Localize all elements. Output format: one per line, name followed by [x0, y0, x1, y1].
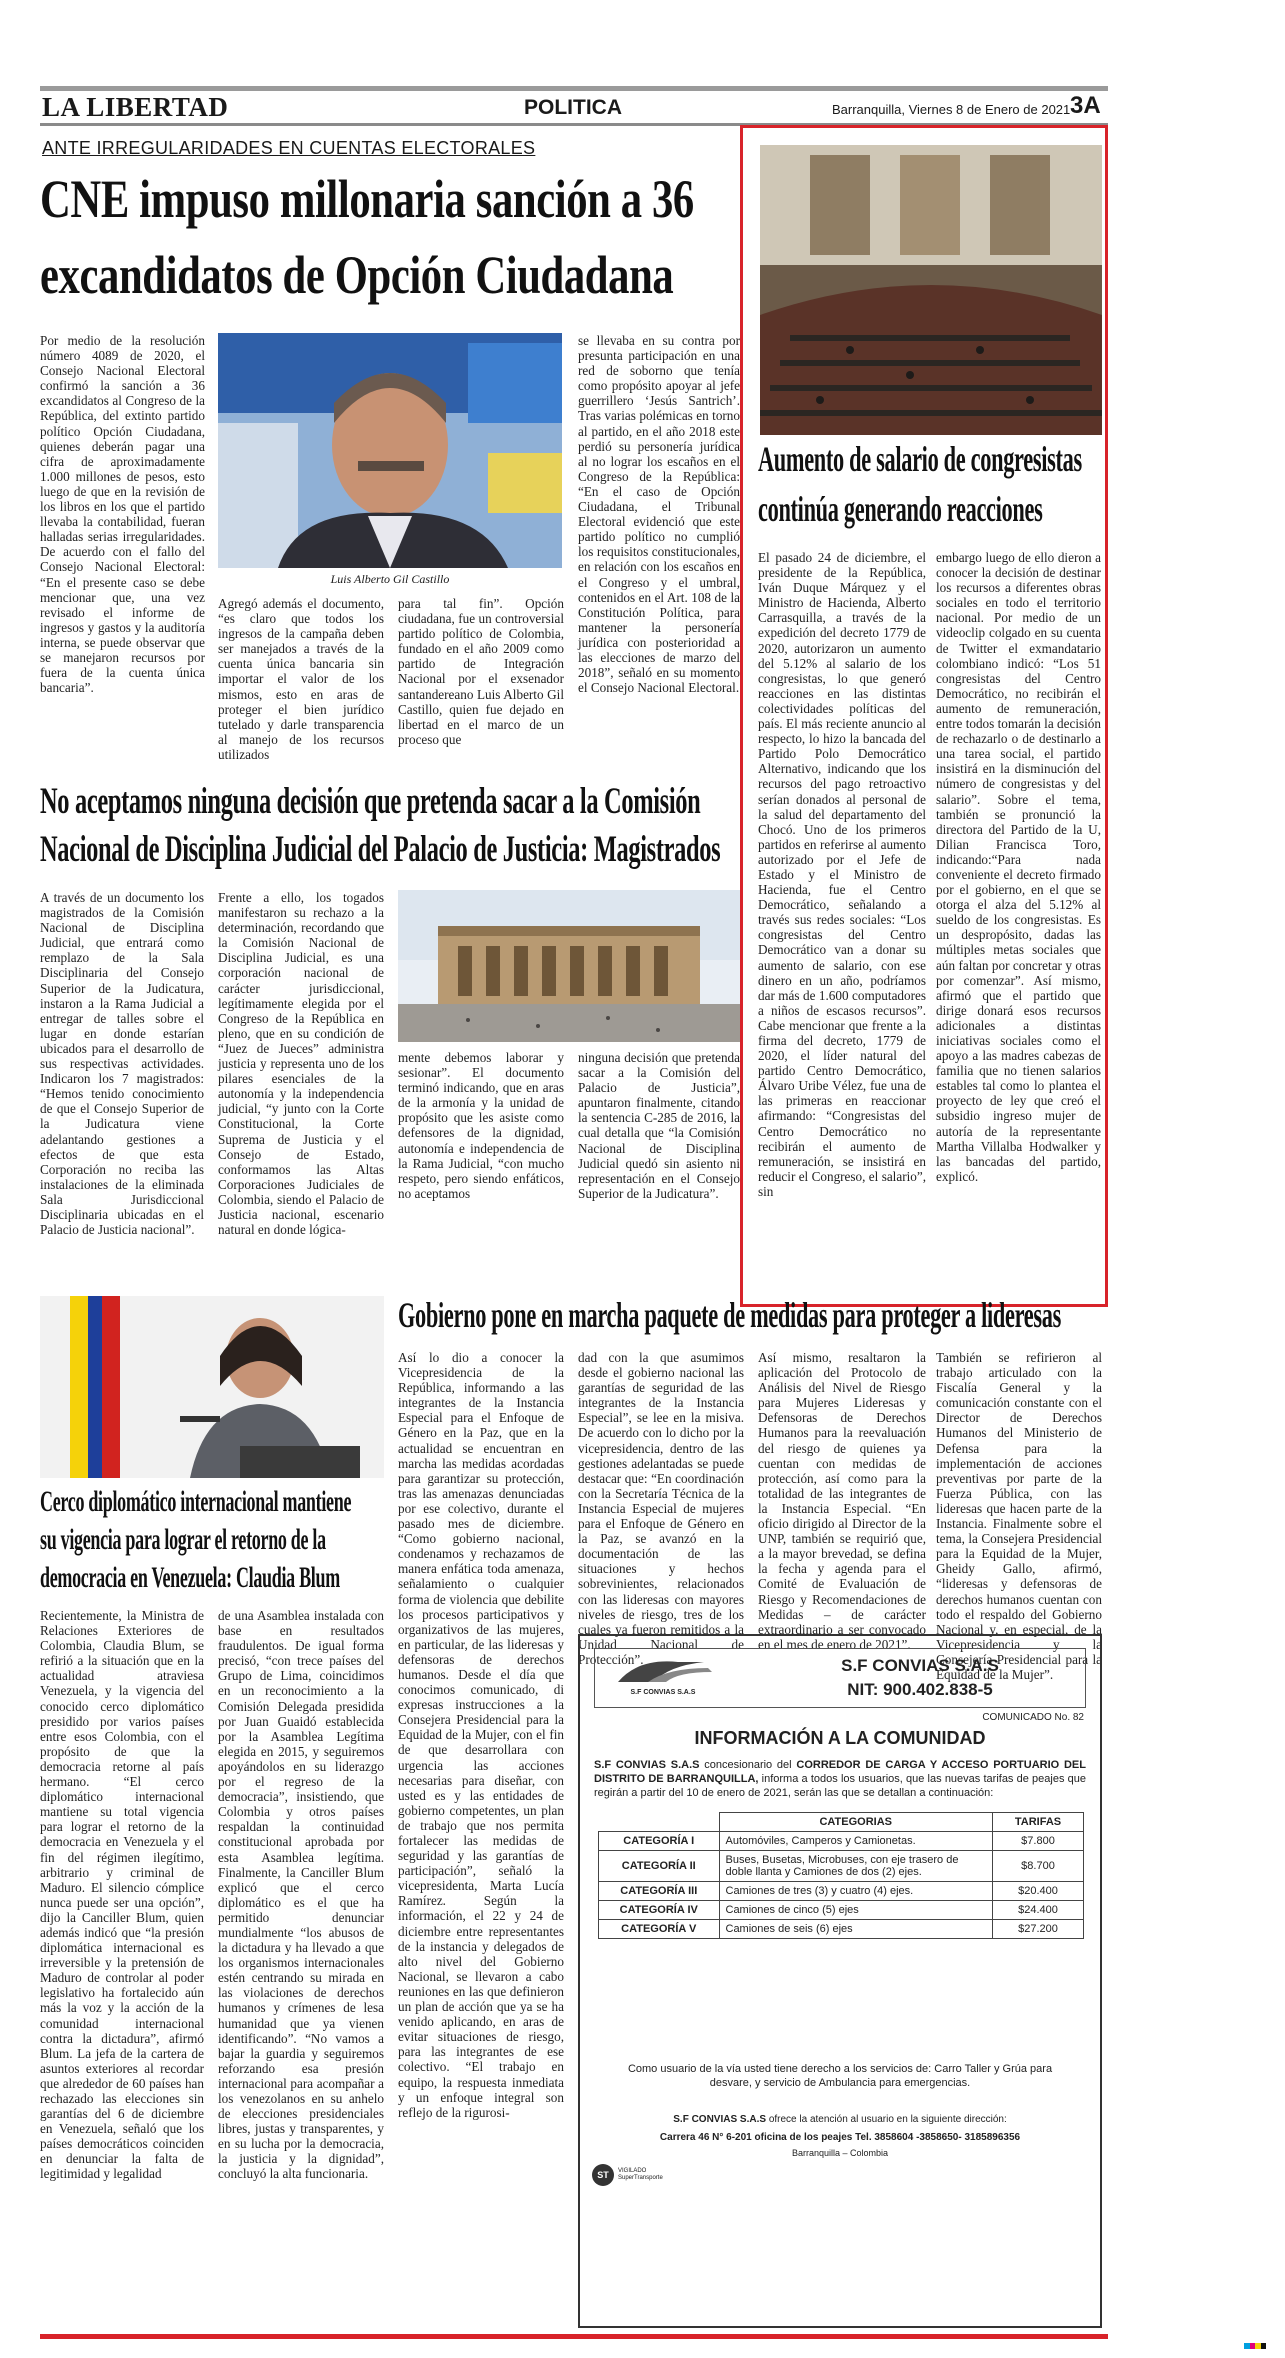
registration-black	[1261, 2343, 1267, 2349]
tariff-description: Camiones de tres (3) y cuatro (4) ejes.	[719, 1882, 993, 1901]
tariff-category: CATEGORÍA I	[599, 1832, 720, 1851]
supertransporte-text: VIGILADO SuperTransporte	[618, 2168, 663, 2181]
tariff-row	[599, 1901, 1084, 1920]
tariff-description: Camiones de cinco (5) ejes	[719, 1901, 993, 1920]
story2-column-1: A través de un documento los magistrados de la Comisión Nacional de Disciplina Judicial, que entrará como remplazo de la Sala Disciplinaria del Consejo Superior de la Judicatura, instaron a la Rama Judicial a entregar de talles sobre el lugar en donde estarían ubicados para el desarrollo de sus respectivas actividades. Indicaron los 7 magistrados: “Hemos tenido conocimiento de que el Consejo Superior de la Judicatura viene adelantando gestiones a efectos de que esta Corporación no reciba las instalaciones de la eliminada Sala Jurisdiccional Disciplinaria ubicadas en el Palacio de Justicia nacional”.	[40, 890, 204, 1238]
story4-title-line1: Cerco diplomático internacional mantiene	[40, 1485, 352, 1518]
dateline: Barranquilla, Viernes 8 de Enero de 2021	[832, 102, 1071, 117]
convias-logo	[608, 1656, 718, 1700]
story3-title-line2: continúa generando reacciones	[758, 489, 1043, 529]
tariff-header-blank	[599, 1813, 720, 1832]
tariff-fare: $7.800	[993, 1832, 1084, 1851]
story1-kicker: ANTE IRREGULARIDADES EN CUENTAS ELECTORALES	[42, 138, 536, 158]
tariff-row	[599, 1832, 1084, 1851]
tariff-description: Automóviles, Camperos y Camionetas.	[719, 1832, 993, 1851]
story1-photo-caption: Luis Alberto Gil Castillo	[330, 572, 450, 586]
top-rule	[40, 86, 1108, 91]
ad-intro-company: S.F CONVIAS S.A.S	[594, 1759, 700, 1771]
page-number: 3A	[1070, 92, 1101, 119]
story1-portrait-photo	[218, 333, 562, 568]
story5-title: Gobierno pone en marcha paquete de medidas para proteger a lideresas	[398, 1295, 1061, 1335]
story2-palace-photo	[398, 890, 740, 1042]
supertransporte-logo	[592, 2164, 668, 2186]
ad-footer-text: ofrece la atención al usuario en la siguiente dirección:	[766, 2114, 1007, 2125]
ad-heading: INFORMACIÓN A LA COMUNIDAD	[694, 1728, 986, 1748]
story1-title-line2: excandidatos de Opción Ciudadana	[40, 245, 674, 305]
story5-column-1: Así lo dio a conocer la Vicepresidencia de la República, informando a las integrantes de la Instancia Especial para el Enfoque de Género en la Paz, que en la actualidad se encuentran en marcha las medidas acordadas para garantizar su protección, tras las amenazas denunciadas por ese colectivo, durante el pasado mes de diciembre. “Como gobierno nacional, condenamos y rechazamos de manera enfática toda amenaza, señalamiento o cualquier forma de violencia que debilite los procesos participativos y organizativos de las mujeres, en particular, de las lideresas y defensoras de derechos humanos. Desde el día que conocimos comunicado, di expresas instrucciones a la Consejera Presidencial para la Equidad de la Mujer, con el fin de que desarrollara con urgencia las acciones necesarias para diseñar, con usted es y las entidades de gobierno competentes, un plan de trabajo que nos permita fortalecer las medidas de seguridad y las garantías de participación”, señaló la vicepresidenta, Marta Lucía Ramírez. Según la información, el 22 y 24 de diciembre entre representantes de la instancia y delegados de alto nivel del Gobierno Nacional, se llevaron a cabo reuniones en las que definieron un plan de acción que ya se ha venido aplicando, en aras de evitar situaciones de riesgo, para las integrantes de ese colectivo. “El trabajo en equipo, la respuesta inmediata y un enfoque integral son reflejo de la rigurosi-	[398, 1350, 564, 2120]
story4-title-line2: su vigencia para lograr el retorno de la	[40, 1523, 326, 1556]
color-registration-mark	[1244, 2343, 1266, 2349]
tariff-row	[599, 1920, 1084, 1939]
ad-footer-company: S.F CONVIAS S.A.S	[673, 2114, 767, 2125]
story1-column-2: Agregó además el documento, “es claro que todos los ingresos de la campaña deben ser manejados a través de la cuenta única bancaria sin importar el valor de los mismos, esto en aras de proteger el bien jurídico tutelado y darle transparencia al manejo de los recursos utilizados	[218, 596, 384, 762]
ad-intro-corridor: CORREDOR DE CARGA Y ACCESO PORTUARIO DEL DISTRITO DE BARRANQUILLA,	[594, 1759, 1086, 1785]
story4-blum-photo	[40, 1296, 384, 1478]
story5-column-4: También se refirieron al trabajo articulado con la Fiscalía General y la comunicación constante con el Director de Derechos Humanos del Ministerio de Defensa para la implementación de acciones preventivas por parte de la Fuerza Pública, con las lideresas que hacen parte de la Instancia. Finalmente sobre el tema, la Consejera Presidencial para la Equidad de la Mujer, Gheidy Gallo, afirmó, “lideresas y defensoras de derechos humanos cuentan con todo el respaldo del Gobierno Nacional y, en especial, de la Vicepresidencia y la Consejería Presidencial para la Equidad de la Mujer”.	[936, 1350, 1102, 1682]
ad-city: Barranquilla – Colombia	[791, 2148, 889, 2158]
story5-column-3: Así mismo, resaltaron la aplicación del Protocolo de Análisis del Nivel de Riesgo para Mujeres Lideresas y Defensoras de Derechos Humanos para la reevaluación del riesgo de quienes ya cuentan con medidas de protección, así como para la totalidad de las integrantes de la Instancia Especial. “En oficio dirigido al Director de la UNP, también se requirió que, a la mayor brevedad, se defina la fecha y agenda para el Comité de Evaluación de Riesgo y Recomendaciones de Medidas – de carácter extraordinario a ser convocado en el mes de enero de 2021”.	[758, 1350, 926, 1652]
story4-column-1: Recientemente, la Ministra de Relaciones Exteriores de Colombia, Claudia Blum, se refirió a la situación que en la actualidad atraviesa Venezuela, y la vigencia del conocido cerco diplomático presidido por varios países entre esos Colombia, con el propósito de que la democracia retorne al país hermano. “El cerco diplomático internacional mantiene su total vigencia para lograr el retorno de la democracia en Venezuela y el fin del régimen ilegítimo, arbitrario y criminal de Maduro. El silencio cómplice nunca puede ser una opción”, dijo la Canciller Blum, quien además indicó que “la presión diplomática internacional es irreversible y la pretensión de Maduro de controlar al poder legislativo ha fortalecido aún más la voz y la acción de la comunidad internacional contra la dictadura”, afirmó Blum. La jefa de la cartera de asuntos exteriores al recordar que alrededor de 60 países han rechazado las elecciones sin garantías del 6 de diciembre en Venezuela, señaló que los países democráticos coinciden en denunciar la falta de legitimidad y legalidad	[40, 1608, 204, 2182]
tariff-fare: $27.200	[993, 1920, 1084, 1939]
tariff-fare: $24.400	[993, 1901, 1084, 1920]
ad-intro-text1: concesionario del	[699, 1759, 797, 1771]
story2-column-3: mente debemos laborar y sesionar”. El documento terminó indicando, que en aras de la armonía y la unidad de propósito que les asiste como defensores de la dignidad, autonomía e independencia de la Rama Judicial, “con mucho respeto, pero siendo enfáticos, no aceptamos	[398, 1050, 564, 1201]
story3-congress-photo	[760, 145, 1102, 435]
section-name: POLITICA	[524, 96, 622, 119]
tariff-category: CATEGORÍA IV	[599, 1901, 720, 1920]
tariff-description: Camiones de seis (6) ejes	[719, 1920, 993, 1939]
tariff-table	[598, 1812, 1084, 1939]
tariff-fare: $20.400	[993, 1882, 1084, 1901]
tariff-fare: $8.700	[993, 1851, 1084, 1882]
tariff-table-header	[599, 1813, 1084, 1832]
tariff-header-fares: TARIFAS	[993, 1813, 1084, 1832]
story5-column-2: dad con la que asumimos desde el gobierno nacional las garantías de seguridad de las integrantes de la Instancia Especial”, se lee en la misiva. De acuerdo con lo dicho por la vicepresidencia, dentro de las gestiones adelantadas se puede destacar que: “En coordinación con la Secretaría Técnica de la Instancia Especial de mujeres para el Enfoque de Género en la Paz, se avanzó en la documentación de las situaciones y hechos sobrevinientes, relacionados con las lideresas con mayores niveles de riesgo, tres de los cuales ya fueron remitidos a la Unidad Nacional de Protección”.	[578, 1350, 744, 1667]
ad-nit: NIT: 900.402.838-5	[847, 1680, 993, 1699]
story1-title-line1: CNE impuso millonaria sanción a 36	[40, 169, 694, 229]
story2-column-4: ninguna decisión que pretenda sacar a la Comisión del Palacio de Justicia”, apuntaron finalmente, citando la sentencia C-285 de 2016, la cual detalla que “la Comisión Nacional de Disciplina Judicial quedó sin asiento ni representación en el Consejo Superior de la Judicatura”.	[578, 1050, 740, 1201]
story3-column-2: embargo luego de ello dieron a conocer la decisión de destinar los recursos a diferentes obras sociales en todo el territorio nacional. Por medio de un videoclip colgado en su cuenta de Twitter el exmandatario colombiano indicó: “Los 51 congresistas del Centro Democrático, no recibirán el aumento de remuneración, entre todos tomarán la decisión de rechazarlo o de destinarlo a una tarea social, el partido insistirá en la disminución del número de congresistas y del salario”. Sobre el tema, también se pronunció la directora del Partido de la U, Dilian Francisca Toro, indicando:“Para nada conveniente el decreto firmado por el gobierno, en el que se otorga el alza del 5.12% al sueldo de los congresistas. Es un despropósito, dadas las múltiples metas sociales que aún faltan por concretar y otras por comenzar”. Así mismo, afirmó que el partido que dirige donará esos recursos adicionales a distintas iniciativas sociales como el apoyo a las madres cabezas de familia que no tienen salarios estables tal como lo plantea el proyecto de ley que creó el subsidio ingreso mujer de autoría de la representante Martha Villalba Hodwalker y las bancadas del partido, explicó.	[936, 550, 1101, 1184]
story1-column-3: para tal fin”. Opción ciudadana, fue un controversial partido político de Colombia, fundado en el año 2009 como partido de Integración Nacional por el exsenador santandereano Luis Alberto Gil Castillo, quien fue dejado en libertad en el marco de un proceso que	[398, 596, 564, 747]
supertransporte-badge: ST	[592, 2164, 614, 2186]
story2-title-line2: Nacional de Disciplina Judicial del Palacio de Justicia: Magistrados	[40, 829, 721, 870]
ad-footer-line	[580, 2114, 1100, 2125]
story3-column-1: El pasado 24 de diciembre, el presidente de la República, Iván Duque Márquez y el Ministro de Hacienda, Alberto Carrasquilla, a través de la expedición del decreto 1779 de 2020, autorizaron un aumento del 5.12% al salario de los congresistas, lo que generó reacciones en las distintas colectividades políticas del país. El más reciente anuncio al respecto, lo hizo la bancada del Partido Polo Democrático Alternativo, indicando que los recursos del pago retroactivo serían donados al personal de la salud del departamento del Chocó. Uno de los primeros partidos en referirse al aumento autorizado por el Jefe de Estado y el Ministro de Hacienda, fue el Centro Democrático, señalando a través sus redes sociales: “Los congresistas del Centro Democrático van a donar su aumento de salario, con ese dinero en un año, podríamos dar más de 1.600 computadores a niños de escasos recursos”. Cabe mencionar que frente a la firma del decreto, 1779 de 2020, el líder natural del partido Centro Democrático, Álvaro Uribe Vélez, fue una de las primeras en reaccionar afirmando: “Congresistas del Centro Democrático no recibirán el aumento de remuneración, se insistirá en reducir el Congreso, el salario”, sin	[758, 550, 926, 1199]
story2-column-2: Frente a ello, los togados manifestaron su rechazo a la determinación, recordando que la Comisión Nacional de Disciplina Judicial, es una corporación nacional de carácter jurisdiccional, legítimamente elegida por el Congreso de la República en pleno, que en su condición de “Juez de Jueces” administra justicia y representa uno de los pilares esenciales de la autonomía y la independencia judicial, “y junto con la Corte Constitucional, la Corte Suprema de Justicia y el Consejo de Estado, conformamos las Altas Corporaciones Judiciales de Colombia, siendo el Palacio de Justicia nacional, escenario natural en donde lógica-	[218, 890, 384, 1238]
tariff-row	[599, 1882, 1084, 1901]
story4-column-2: de una Asamblea instalada con base en resultados fraudulentos. De igual forma precisó, “con trece países del Grupo de Lima, coincidimos en un reconocimiento a la Comisión Delegada presidida por Juan Guaidó establecida por la Asamblea Legítima elegida en 2015, y seguiremos apoyándolos en su liderazgo por el regreso de la democracia”, insistiendo, que Colombia y otros países respaldan la continuidad constitucional aprobada por esta Asamblea legítima. Finalmente, la Canciller Blum explicó que el cerco diplomático es el que ha permitido denunciar mundialmente “los abusos de la dictadura y ha llevado a que los organismos internacionales estén centrando su mirada en las violaciones de derechos humanos y crímenes de lesa humanidad que ya vienen identificando”. “No vamos a bajar la guardia y seguiremos reforzando esa presión internacional para acompañar a los venezolanos en su anhelo de elecciones presidenciales libres, justas y transparentes, y en su lucha por la democracia, la justicia y la dignidad”, concluyó la alta funcionaria.	[218, 1608, 384, 2182]
tariff-row	[599, 1851, 1084, 1882]
tariff-category: CATEGORÍA III	[599, 1882, 720, 1901]
ad-services-note: Como usuario de la vía usted tiene derecho a los servicios de: Carro Taller y Grúa para desvare, y servicio de Ambulancia para emergencias.	[627, 2063, 1053, 2089]
newspaper-name: LA LIBERTAD	[42, 92, 229, 122]
convias-advertisement	[578, 1634, 1102, 2328]
bottom-red-bar	[40, 2334, 1108, 2339]
story1-column-1: Por medio de la resolución número 4089 de 2020, el Consejo Nacional Electoral confirmó la sanción a 36 excandidatos al Congreso de la República, del extinto partido político Opción Ciudadana, quienes deberán pagar una cifra de aproximadamente 1.000 millones de pesos, esto luego de que en la revisión de los libros en los que el partido llevaba la contabilidad, fueran halladas serias irregularidades. De acuerdo con el fallo del Consejo Nacional Electoral: “En el presente caso se debe mencionar que, una vez revisado el informe de ingresos y gastos y la auditoría interna, se puede observar que se manejaron recursos por fuera de la cuenta única bancaria”.	[40, 333, 205, 696]
convias-logo-text: S.F CONVIAS S.A.S	[630, 1689, 696, 1696]
ad-company-name: S.F CONVIAS S.A.S	[841, 1656, 999, 1675]
ad-address: Carrera 46 N° 6-201 oficina de los peajes Tel. 3858604 -3858650- 3185896356	[659, 2132, 1021, 2143]
ad-intro-text2: informa a todos los usuarios, que las nuevas tarifas de peajes que regirán a partir del 10 de enero de 2021, serán las que se detallan a continuación:	[594, 1773, 1087, 1799]
tariff-category: CATEGORÍA II	[599, 1851, 720, 1882]
tariff-description: Buses, Busetas, Microbuses, con eje trasero de doble llanta y Camiones de dos (2) ejes.	[719, 1851, 993, 1882]
ad-comunicado-number: COMUNICADO No. 82	[982, 1712, 1084, 1723]
story3-title-line1: Aumento de salario de congresistas	[758, 439, 1082, 479]
ad-intro	[594, 1758, 1086, 1800]
story2-title-line1: No aceptamos ninguna decisión que pretenda sacar a la Comisión	[40, 781, 701, 822]
tariff-header-categories: CATEGORIAS	[719, 1813, 993, 1832]
story4-title-line3: democracia en Venezuela: Claudia Blum	[40, 1561, 340, 1594]
story1-column-4: se llevaba en su contra por presunta participación en una red de soborno que tenía como propósito apoyar al jefe guerrillero ‘Jesús Santrich’. Tras varias polémicas en torno al partido, en el año 2018 este perdió su personería jurídica al no lograr los escaños en el Congreso de la República: “En el caso de Opción Ciudadana, el Tribunal Electoral evidenció que este partido político no cumplió los requisitos constitucionales, en relación con los escaños en el Congreso y el umbral, contenidos en el Art. 108 de la Constitución Política, para mantener la personería jurídica con posterioridad a las elecciones de marzo del 2018”, señaló en su momento el Consejo Nacional Electoral.	[578, 333, 740, 696]
tariff-category: CATEGORÍA V	[599, 1920, 720, 1939]
